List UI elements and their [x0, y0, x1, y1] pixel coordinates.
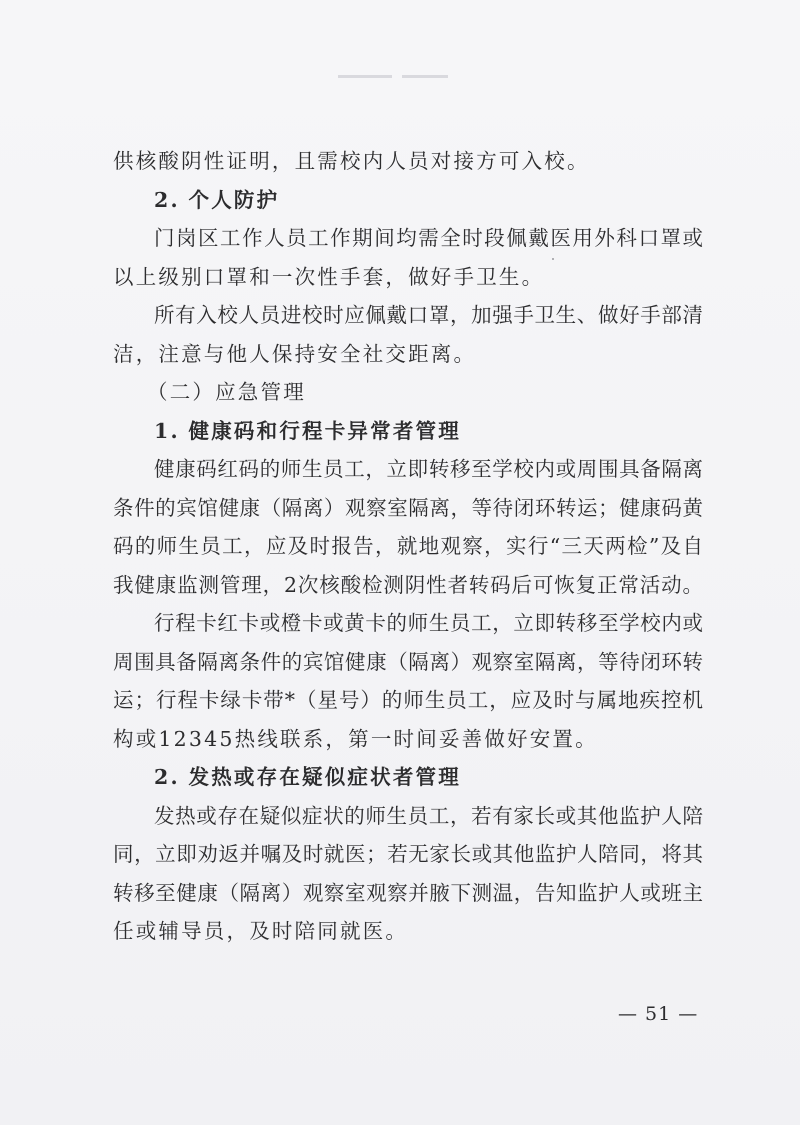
body-line-10: 条件的宾馆健康（隔离）观察室隔离，等待闭环转运；健康码黄	[113, 495, 703, 520]
body-line-13: 行程卡红卡或橙卡或黄卡的师生员工，立即转移至学校内或	[154, 611, 703, 635]
body-line-15: 运；行程卡绿卡带*（星号）的师生员工，应及时与属地疾控机	[113, 688, 703, 712]
body-line-4: 以上级别口罩和一次性手套，做好手卫生。	[113, 264, 545, 289]
heading-fever	[113, 758, 703, 797]
heading-number: 1.	[154, 418, 180, 443]
body-line-5: 所有入校人员进校时应佩戴口罩，加强手卫生、做好手部清	[154, 303, 703, 327]
heading-text: 发热或存在疑似症状者管理	[188, 765, 461, 789]
body-line-21: 任或辅导员，及时陪同就医。	[113, 919, 409, 943]
heading-personal-protection	[113, 181, 703, 220]
section-heading-emergency: （二）应急管理	[147, 380, 306, 404]
body-line-16: 构或12345热线联系，第一时间妥善做好安置。	[113, 726, 598, 751]
body-line-18: 发热或存在疑似症状的师生员工，若有家长或其他监护人陪	[154, 803, 703, 828]
body-line-11: 码的师生员工，应及时报告，就地观察，实行“三天两检”及自	[113, 534, 703, 558]
heading-number: 2.	[154, 187, 180, 212]
body-line-19: 同，立即劝返并嘱及时就医；若无家长或其他监护人陪同，将其	[113, 842, 703, 866]
heading-text: 个人防护	[188, 187, 280, 212]
heading-text: 健康码和行程卡异常者管理	[188, 418, 461, 443]
body-line-12: 我健康监测管理，2次核酸检测阴性者转码后可恢复正常活动。	[113, 572, 703, 597]
body-line-20: 转移至健康（隔离）观察室观察并腋下测温，告知监护人或班主	[113, 880, 703, 905]
faint-header-mark	[338, 66, 468, 74]
page-number: — 51 —	[618, 1003, 699, 1025]
body-line-1: 供核酸阴性证明，且需校内人员对接方可入校。	[113, 149, 590, 173]
body-line-6: 洁，注意与他人保持安全社交距离。	[113, 341, 477, 366]
document-body	[113, 142, 703, 951]
body-line-3: 门岗区工作人员工作期间均需全时段佩戴医用外科口罩或	[154, 226, 703, 250]
heading-number: 2.	[154, 765, 180, 789]
body-line-9: 健康码红码的师生员工，立即转移至学校内或周围具备隔离	[154, 457, 703, 481]
heading-health-code	[113, 412, 703, 451]
body-line-14: 周围具备隔离条件的宾馆健康（隔离）观察室隔离，等待闭环转	[113, 649, 703, 674]
